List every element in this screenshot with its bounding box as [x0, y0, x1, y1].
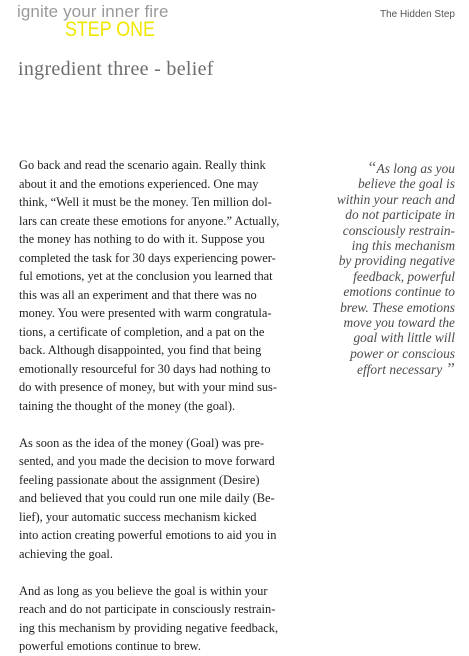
paragraph-line: ful emotions, yet at the conclusion you learned that — [19, 269, 273, 283]
paragraph-line: ing this mechanism by providing negative feedback, — [19, 620, 279, 635]
pull-quote-line: consciously restrain- — [342, 222, 455, 238]
paragraph-line: think, “Well it must be the money. Ten million dol- — [19, 195, 272, 209]
body-text — [19, 156, 303, 656]
pull-quote-line: emotions continue to — [343, 284, 455, 300]
pull-quote-line — [310, 361, 455, 377]
pull-quote-line: believe the goal is — [357, 176, 455, 192]
header-tagline: ignite your inner fire — [17, 2, 169, 21]
paragraph-line: Go back and read the scenario again. Really think — [19, 158, 266, 172]
paragraph-line: lars can create these emotions for anyone.” Actually, — [19, 213, 280, 228]
paragraph-2 — [19, 434, 303, 564]
pull-quote-text: effort necessary — [357, 362, 443, 378]
book-title: The Hidden Step — [379, 9, 455, 20]
pull-quote-line — [310, 160, 455, 176]
paragraph-line: sented, and you made the decision to move forward — [19, 454, 275, 468]
pull-quote-line: do not participate in — [345, 207, 455, 223]
pull-quote-line: ing this mechanism — [351, 238, 455, 254]
open-quote-mark: “ — [367, 158, 377, 177]
paragraph-line: the money has nothing to do with it. Suppose you — [19, 232, 265, 246]
paragraph-line: into action creating powerful emotions to aid you in — [19, 528, 277, 542]
paragraph-line: completed the task for 30 days experiencing power- — [19, 250, 276, 265]
paragraph-1 — [19, 156, 303, 415]
paragraph-line: achieving the goal. — [19, 546, 113, 561]
close-quote-mark: ” — [445, 359, 455, 379]
paragraph-line: do with presence of money, but with your mind sus- — [19, 380, 277, 394]
pull-quote — [310, 160, 455, 378]
paragraph-line: and believed that you could run one mile daily (Be- — [19, 491, 275, 505]
paragraph-gap — [19, 415, 303, 434]
paragraph-line: about it and the emotions experienced. One may — [19, 176, 259, 191]
paragraph-line: taining the thought of the money (the goal). — [19, 398, 236, 413]
paragraph-line: tions, a certificate of completion, and a pat on the — [19, 324, 265, 339]
paragraph-3 — [19, 582, 303, 656]
section-heading: ingredient three - belief — [18, 58, 214, 80]
paragraph-gap — [19, 563, 303, 582]
pull-quote-text: As long as you — [376, 161, 455, 176]
step-title: STEP ONE — [65, 18, 155, 41]
paragraph-line: reach and do not participate in consciously restrain- — [19, 602, 276, 616]
paragraph-line: back. Although disappointed, you find that being — [19, 343, 262, 357]
paragraph-line: As soon as the idea of the money (Goal) was pre- — [19, 435, 264, 450]
paragraph-line: emotionally resourceful for 30 days had nothing to — [19, 361, 271, 376]
pull-quote-line: move you toward the — [343, 315, 455, 331]
pull-quote-line: goal with little will — [353, 330, 455, 346]
paragraph-line: And as long as you believe the goal is within your — [19, 583, 268, 598]
pull-quote-line: power or conscious — [350, 345, 455, 361]
paragraph-line: money. You were presented with warm congratula- — [19, 306, 272, 320]
paragraph-line: powerful emotions continue to brew. — [19, 639, 201, 653]
paragraph-line: lief), your automatic success mechanism kicked — [19, 509, 257, 524]
paragraph-line: feeling passionate about the assignment (Desire) — [19, 472, 260, 487]
paragraph-line: this was all an experiment and that there was no — [19, 287, 257, 302]
pull-quote-line: brew. These emotions — [340, 299, 455, 315]
pull-quote-line: by providing negative — [338, 253, 455, 269]
pull-quote-line: within your reach and — [336, 191, 455, 207]
pull-quote-line: feedback, powerful — [353, 268, 455, 284]
